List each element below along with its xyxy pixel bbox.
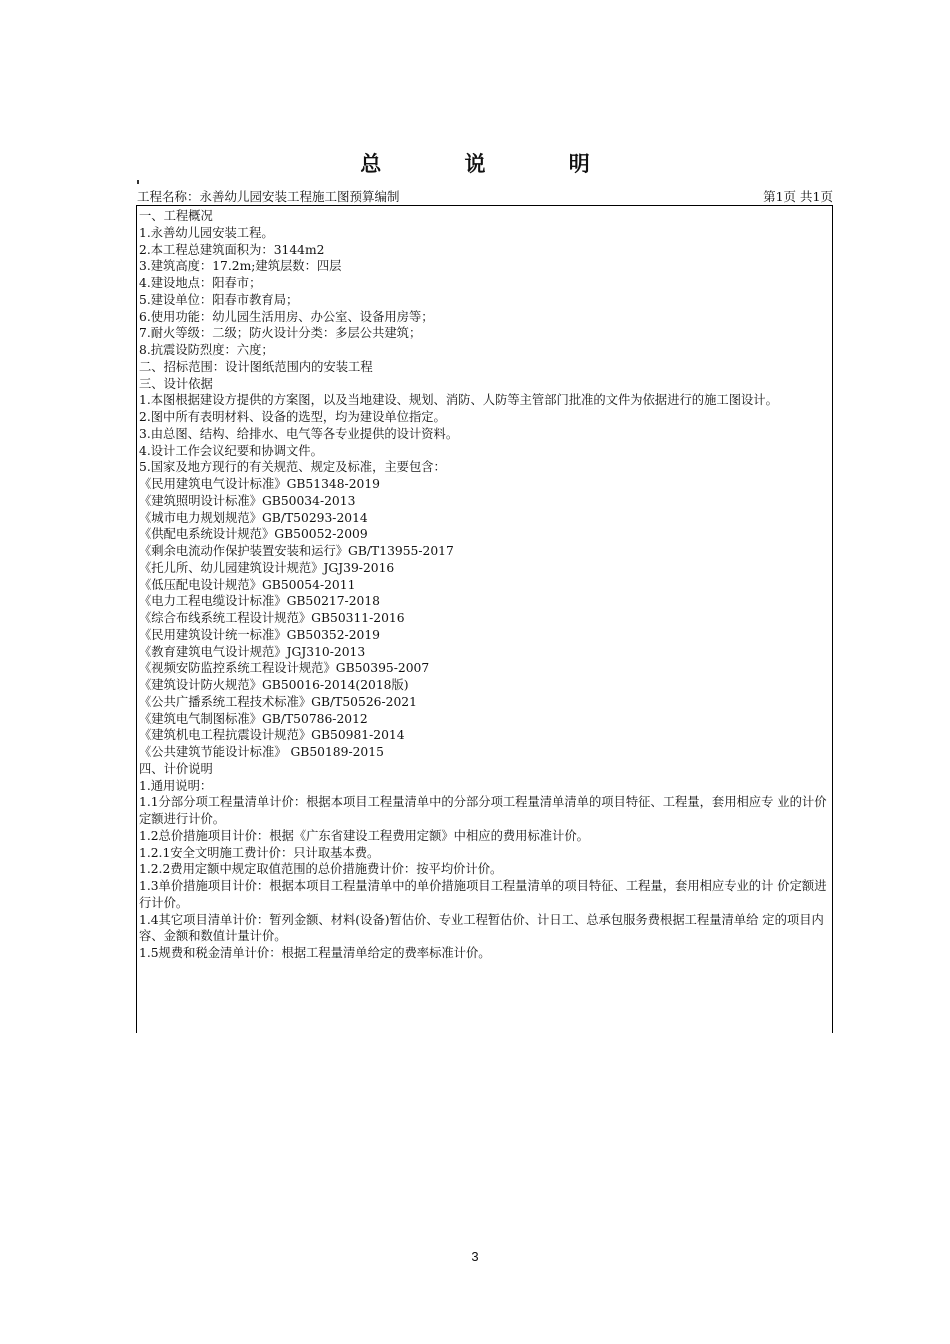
description-line: 1.3单价措施项目计价：根据本项目工程量清单中的单价措施项目工程量清单的项目特征、工程量，套用相应专业的计 价定额进行计价。 [139, 879, 827, 910]
description-line: 4.建设地点：阳春市； [139, 276, 262, 290]
description-line: 《民用建筑电气设计标准》GB51348-2019 [139, 477, 380, 491]
description-line: 1.4其它项目清单计价：暂列金额、材料(设备)暂估价、专业工程暂估价、计日工、总承包服务费根据工程量清单给 定的项目内容、金额和数值计量计价。 [139, 912, 824, 944]
description-line: 《建筑设计防火规范》GB50016-2014(2018版) [139, 678, 409, 692]
description-line: 《电力工程电缆设计标准》GB50217-2018 [139, 594, 380, 609]
description-line: 1.本图根据建设方提供的方案图，以及当地建设、规划、消防、人防等主管部门批准的文件为依据进行的施工图设计。 [139, 393, 778, 408]
page-info: 第1页 共1页 [763, 189, 833, 204]
description-line: 1.2.1安全文明施工费计价：只计取基本费。 [139, 845, 380, 860]
description-line: 《公共建筑节能设计标准》 GB50189-2015 [139, 745, 384, 759]
header-row [137, 187, 833, 204]
description-line: 《剩余电流动作保护装置安装和运行》GB/T13955-2017 [139, 544, 454, 558]
description-line: 2.本工程总建筑面积为：3144m2 [139, 242, 325, 257]
description-line: 3.建筑高度：17.2m;建筑层数：四层 [139, 259, 342, 274]
description-line: 2.图中所有表明材料、设备的选型，均为建设单位指定。 [139, 410, 446, 424]
description-line: 《教育建筑电气设计规范》JGJ310-2013 [139, 644, 366, 659]
project-name: 工程名称：永善幼儿园安装工程施工图预算编制 [137, 189, 400, 204]
description-line: 四、计价说明 [139, 761, 213, 776]
description-line: 1.永善幼儿园安装工程。 [139, 225, 274, 240]
description-line: 《托儿所、幼儿园建筑设计规范》JGJ39-2016 [139, 560, 395, 575]
description-line: 《综合布线系统工程设计规范》GB50311-2016 [139, 611, 405, 625]
description-line: 《建筑机电工程抗震设计规范》GB50981-2014 [139, 728, 405, 743]
corner-mark [137, 180, 139, 184]
document-title: 总 说 明 [360, 151, 628, 176]
description-line: 一、工程概况 [139, 209, 213, 223]
description-line: 1.通用说明： [139, 778, 213, 793]
description-line: 《建筑电气制图标准》GB/T50786-2012 [139, 711, 368, 726]
description-line: 6.使用功能：幼儿园生活用房、办公室、设备用房等； [139, 309, 434, 324]
description-line: 1.1分部分项工程量清单计价：根据本项目工程量清单中的分部分项工程量清单清单的项目特征、工程量，套用相应专 业的计价定额进行计价。 [139, 795, 827, 826]
description-lines [139, 208, 831, 962]
description-line: 3.由总图、结构、给排水、电气等各专业提供的设计资料。 [139, 426, 459, 441]
description-line: 三、设计依据 [139, 376, 213, 391]
description-line: 《公共广播系统工程技术标准》GB/T50526-2021 [139, 694, 417, 709]
description-line: 5.国家及地方现行的有关规范、规定及标准，主要包含： [139, 460, 446, 475]
description-line: 二、招标范围：设计图纸范围内的安装工程 [139, 359, 373, 374]
description-line: 《建筑照明设计标准》GB50034-2013 [139, 493, 356, 508]
description-line: 8.抗震设防烈度：六度； [139, 343, 274, 357]
content-box [136, 205, 833, 1033]
description-line: 1.2.2费用定额中规定取值范围的总价措施费计价：按平均价计价。 [139, 862, 503, 877]
description-line: 1.2总价措施项目计价：根据《广东省建设工程费用定额》中相应的费用标准计价。 [139, 828, 589, 843]
description-line: 《供配电系统设计规范》GB50052-2009 [139, 527, 368, 542]
description-line: 《城市电力规划规范》GB/T50293-2014 [139, 510, 368, 525]
description-line: 《低压配电设计规范》GB50054-2011 [139, 577, 356, 592]
description-line: 《视频安防监控系统工程设计规范》GB50395-2007 [139, 661, 430, 676]
description-line: 5.建设单位：阳春市教育局； [139, 292, 299, 307]
description-line: 《民用建筑设计统一标准》GB50352-2019 [139, 627, 380, 642]
description-line: 1.5规费和税金清单计价：根据工程量清单给定的费率标准计价。 [139, 946, 491, 960]
page-number: 3 [471, 1249, 479, 1264]
description-line: 7.耐火等级：二级；防火设计分类：多层公共建筑； [139, 326, 422, 341]
description-line: 4.设计工作会议纪要和协调文件。 [139, 443, 323, 458]
